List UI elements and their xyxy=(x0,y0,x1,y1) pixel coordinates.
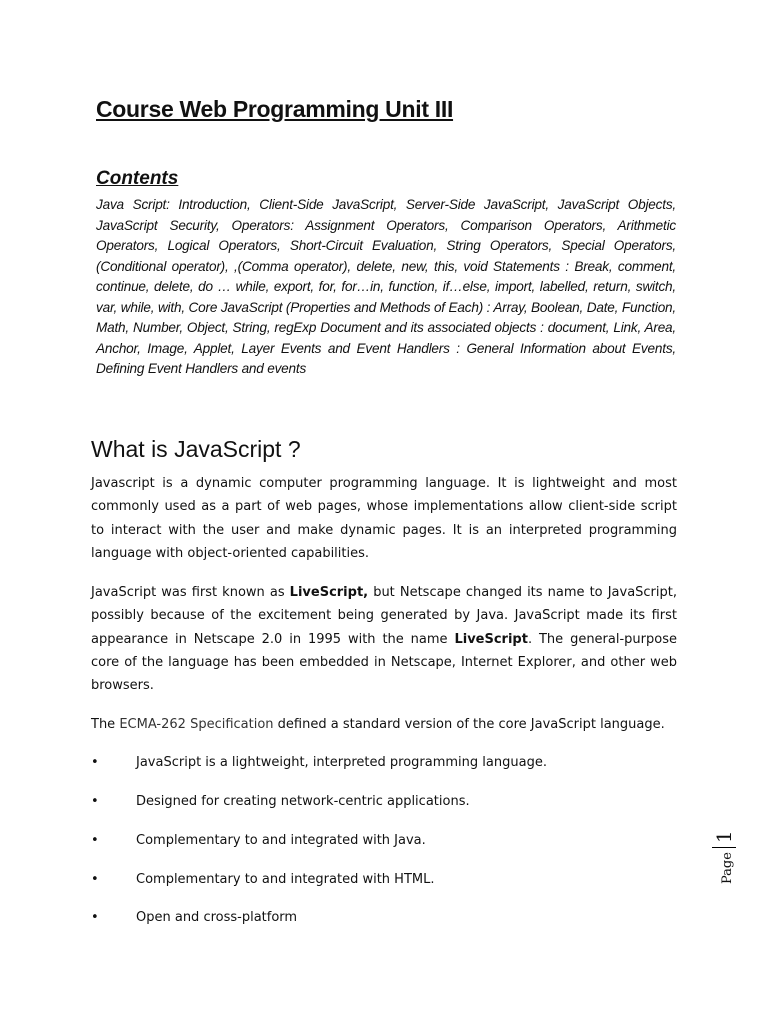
contents-heading: Contents xyxy=(96,168,179,189)
bullet-icon: • xyxy=(91,794,99,809)
paragraph-history xyxy=(91,581,677,697)
document-title: Course Web Programming Unit III xyxy=(96,96,454,122)
paragraph-history-part1: JavaScript was first known as xyxy=(91,585,290,600)
paragraph-ecma-suffix: defined a standard version of the core JavaScript language. xyxy=(273,717,665,732)
page-number-footer xyxy=(712,830,736,884)
list-item xyxy=(91,907,677,929)
paragraph-ecma xyxy=(91,713,677,736)
livescript-bold-2: LiveScript xyxy=(454,631,528,647)
list-item-text: Open and cross-platform xyxy=(136,910,298,925)
section-title: What is JavaScript ? xyxy=(91,436,301,462)
paragraph-ecma-prefix: The xyxy=(91,717,120,732)
page-label: Page xyxy=(720,852,735,884)
list-item xyxy=(91,752,677,774)
page-number: 1 xyxy=(712,830,736,848)
bullet-icon: • xyxy=(91,872,99,887)
bullet-icon: • xyxy=(91,833,99,848)
list-item xyxy=(91,830,677,852)
bullet-icon: • xyxy=(91,910,99,925)
list-item-text: Designed for creating network-centric applications. xyxy=(136,794,470,809)
bullet-icon: • xyxy=(91,755,99,770)
paragraph-history-part3: . The general-purpose core of the language has been embedded in Netscape, Internet Explorer, and other web browsers. xyxy=(91,631,677,694)
list-item-text: Complementary to and integrated with HTML. xyxy=(136,872,435,887)
paragraph-history-part2: but Netscape changed its name to JavaScript, possibly because of the excitement being generated by Java. JavaScript made its first appearance in Netscape 2.0 in 1995 with the name xyxy=(91,585,677,647)
livescript-bold-1: LiveScript, xyxy=(289,585,369,600)
list-item xyxy=(91,869,677,891)
list-item-text: Complementary to and integrated with Java. xyxy=(136,833,426,848)
contents-text: Java Script: Introduction, Client-Side JavaScript, Server-Side JavaScript, JavaScript Objects, JavaScript Security, Operators: Assignment Operators, Comparison Operators, Arithmetic Operators, Logical Operators, Short-Circuit Evaluation, String Operators, Special Operators, (Conditional operator), ,(Comma operator), delete, new, this, void Statements : Break, comment, continue, delete, do … while, export, for, for…in, function, if…else, import, labelled, return, switch, var, while, with, Core JavaScript (Properties and Methods of Each) : Array, Boolean, Date, Function, Math, Number, Object, String, regExp Document and its associated objects : document, Link, Area, Anchor, Image, Applet, Layer Events and Event Handlers : General Information about Events, Defining Event Handlers and events xyxy=(96,197,676,376)
list-item xyxy=(91,791,677,813)
list-item-text: JavaScript is a lightweight, interpreted programming language. xyxy=(136,755,547,770)
ecma-spec-link[interactable]: ECMA-262 Specification xyxy=(119,717,274,732)
paragraph-intro: Javascript is a dynamic computer programming language. It is lightweight and most commonly used as a part of web pages, whose implementations allow client-side script to interact with the user and make dynamic pages. It is an interpreted programming language with object-oriented capabilities. xyxy=(91,476,677,561)
